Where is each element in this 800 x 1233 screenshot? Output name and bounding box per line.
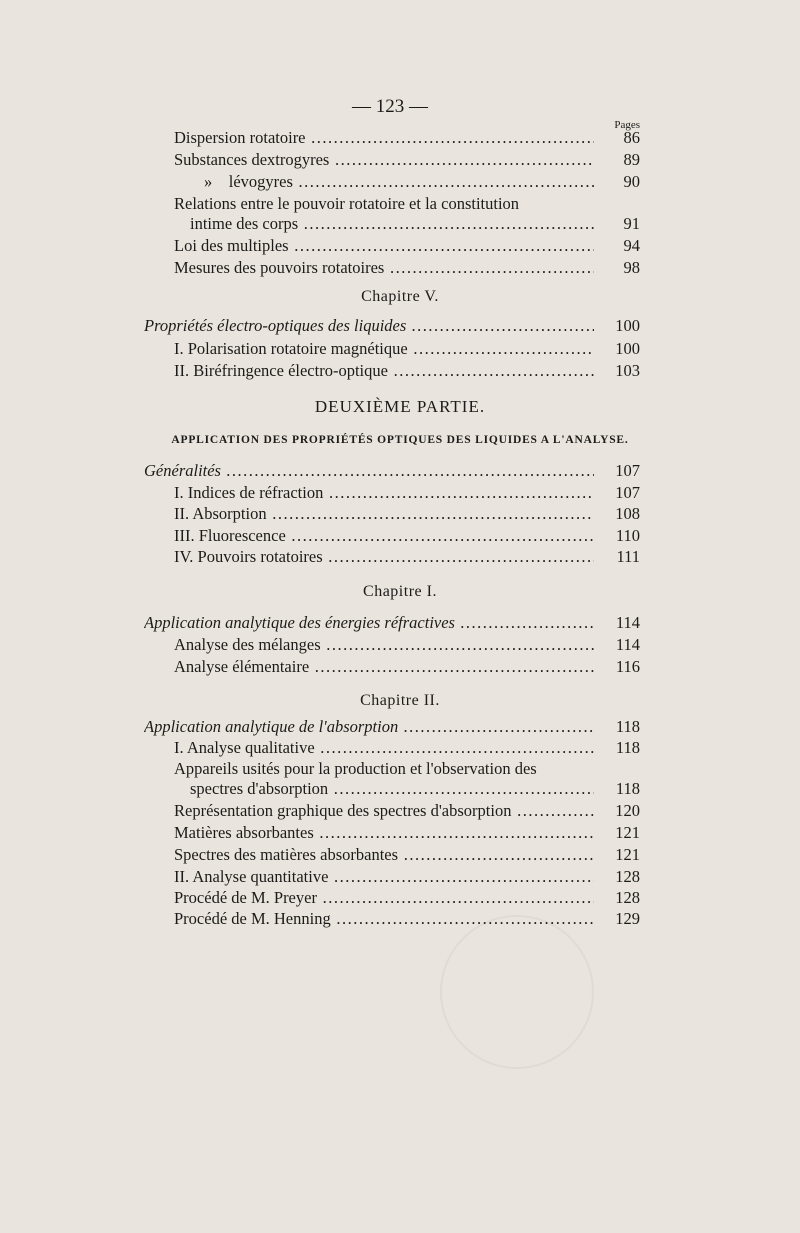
toc-entry xyxy=(0,171,800,193)
toc-entry-title: II. Absorption ..... xyxy=(174,503,594,525)
toc-entry-page: 100 xyxy=(615,339,640,358)
toc-entry xyxy=(0,887,800,909)
toc-entry xyxy=(0,338,800,360)
toc-entry-page: 120 xyxy=(615,801,640,820)
toc-entry-title: II. Analyse quantitative ..... xyxy=(174,866,594,888)
toc-entry-title: Mesures des pouvoirs rotatoires ..... xyxy=(174,257,594,279)
toc-entry-page: 111 xyxy=(616,547,640,566)
toc-entry xyxy=(0,716,800,738)
toc-entry xyxy=(0,503,800,525)
toc-entry xyxy=(0,634,800,656)
toc-entry-page: 116 xyxy=(615,657,640,676)
toc-entry-title: Substances dextrogyres ..... xyxy=(174,149,594,171)
toc-entry-page: 86 xyxy=(623,128,640,147)
toc-entry-title: Spectres des matières absorbantes ..... xyxy=(174,844,594,866)
toc-entry-title: Application analytique de l'absorption ..... xyxy=(144,716,594,738)
toc-entry-title: » lévogyres ..... xyxy=(204,171,594,193)
toc-entry xyxy=(0,737,800,759)
toc-entry-title: I. Analyse qualitative ..... xyxy=(174,737,594,759)
toc-entry xyxy=(0,460,800,482)
toc-entry-title: I. Polarisation rotatoire magnétique ..... xyxy=(174,338,594,360)
toc-entry-title-line1: Relations entre le pouvoir rotatoire et la constitution xyxy=(174,194,520,213)
toc-entry-page: 107 xyxy=(615,483,640,502)
toc-entry xyxy=(0,546,800,568)
toc-entry-title: Représentation graphique des spectres d'absorption ..... xyxy=(174,800,594,822)
toc-entry xyxy=(0,844,800,866)
toc-entry-page: 89 xyxy=(623,150,640,169)
toc-entry-title: I. Indices de réfraction ..... xyxy=(174,482,594,504)
toc-entry xyxy=(0,257,800,279)
toc-entry-page: 100 xyxy=(615,316,640,335)
toc-entry xyxy=(0,127,800,149)
toc-entry-title: spectres d'absorption ..... xyxy=(190,778,594,800)
toc-entry-page: 118 xyxy=(615,717,640,736)
toc-entry xyxy=(0,235,800,257)
toc-entry xyxy=(0,213,800,235)
toc-entry-title: Dispersion rotatoire ..... xyxy=(174,127,594,149)
toc-entry xyxy=(0,612,800,634)
toc-entry-title: Analyse des mélanges ..... xyxy=(174,634,594,656)
toc-entry-title: intime des corps ..... xyxy=(190,213,594,235)
toc-entry-title-line1: Appareils usités pour la production et l'observation des xyxy=(174,759,537,778)
toc-entry-page: 118 xyxy=(615,779,640,798)
toc-entry-title: III. Fluorescence ..... xyxy=(174,525,594,547)
toc-entry-page: 98 xyxy=(623,258,640,277)
toc-entry xyxy=(0,360,800,382)
toc-entry xyxy=(0,908,800,930)
toc-entry xyxy=(0,866,800,888)
toc-entry-title: Loi des multiples ..... xyxy=(174,235,594,257)
chapter-heading: Chapitre V. xyxy=(361,288,439,305)
toc-entry-page: 108 xyxy=(615,504,640,523)
toc-entry-page: 114 xyxy=(615,613,640,632)
toc-entry-page: 110 xyxy=(615,526,640,545)
toc-entry-page: 90 xyxy=(623,172,640,191)
part-subtitle: APPLICATION DES PROPRIÉTÉS OPTIQUES DES LIQUIDES A L'ANALYSE. xyxy=(171,434,629,446)
pages-column-header: Pages xyxy=(614,119,640,131)
toc-entry xyxy=(0,482,800,504)
part-heading: DEUXIÈME PARTIE. xyxy=(314,397,486,416)
faded-stamp xyxy=(440,915,594,1069)
toc-entry-title: Procédé de M. Preyer ..... xyxy=(174,887,594,909)
toc-entry xyxy=(0,525,800,547)
toc-entry-title: Analyse élémentaire ..... xyxy=(174,656,594,678)
toc-entry xyxy=(0,315,800,337)
chapter-heading: Chapitre I. xyxy=(363,583,437,600)
toc-entry-page: 91 xyxy=(623,214,640,233)
toc-entry-title: Matières absorbantes ..... xyxy=(174,822,594,844)
toc-entry-page: 114 xyxy=(615,635,640,654)
toc-entry-page: 107 xyxy=(615,461,640,480)
toc-entry-page: 103 xyxy=(615,361,640,380)
toc-entry-page: 121 xyxy=(615,823,640,842)
toc-entry-title: IV. Pouvoirs rotatoires ..... xyxy=(174,546,594,568)
toc-entry xyxy=(0,149,800,171)
toc-entry-page: 128 xyxy=(615,888,640,907)
toc-entry xyxy=(0,778,800,800)
toc-entry-title: Propriétés électro-optiques des liquides ..... xyxy=(144,315,594,337)
page-number: — 123 — xyxy=(352,96,428,117)
chapter-heading: Chapitre II. xyxy=(360,692,440,709)
toc-entry xyxy=(0,800,800,822)
toc-entry xyxy=(0,822,800,844)
toc-entry-page: 128 xyxy=(615,867,640,886)
toc-entry-page: 121 xyxy=(615,845,640,864)
toc-entry xyxy=(0,656,800,678)
toc-entry-page: 118 xyxy=(615,738,640,757)
toc-entry-title: Procédé de M. Henning ..... xyxy=(174,908,594,930)
toc-entry-title: Généralités ..... xyxy=(144,460,594,482)
toc-entry-title: II. Biréfringence électro-optique ..... xyxy=(174,360,594,382)
toc-entry-page: 129 xyxy=(615,909,640,928)
toc-entry-page: 94 xyxy=(623,236,640,255)
toc-entry-title: Application analytique des énergies réfractives ..... xyxy=(144,612,594,634)
